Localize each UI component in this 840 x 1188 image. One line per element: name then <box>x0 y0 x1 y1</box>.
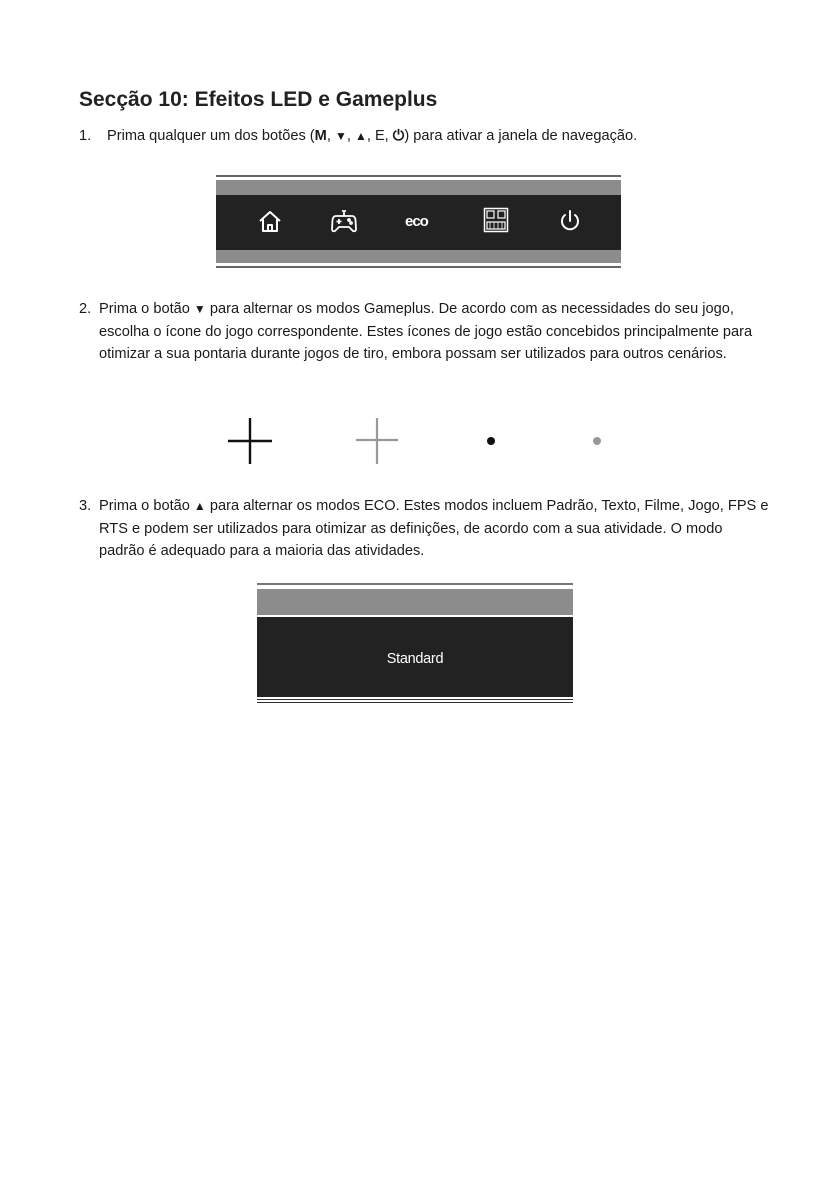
step-number: 1. <box>79 128 92 144</box>
power-icon <box>557 208 583 234</box>
eco-mode-figure <box>257 583 573 705</box>
divider <box>216 266 621 268</box>
power-icon: ⏻ <box>392 128 405 144</box>
eco-header-band <box>257 589 573 615</box>
dot-black-icon <box>486 436 496 446</box>
crosshair-large-black-icon <box>228 418 272 464</box>
key-m: M <box>314 128 327 144</box>
navigation-window-figure <box>216 175 621 269</box>
divider <box>257 583 573 585</box>
home-icon <box>257 208 283 234</box>
down-arrow-icon: ▼ <box>334 129 347 143</box>
step-text: Prima qualquer um dos botões (M, ▼, ▲, E, ⏻) para ativar a janela de navegação. <box>107 128 638 144</box>
down-arrow-icon: ▼ <box>193 302 206 316</box>
page-title: Secção 10: Efeitos LED e Gameplus <box>79 88 438 111</box>
divider <box>257 699 573 700</box>
step-3 <box>79 495 769 563</box>
step-1 <box>79 125 779 148</box>
dot-gray-icon <box>592 436 602 446</box>
gamepad-icon <box>331 208 357 234</box>
divider <box>257 702 573 703</box>
step-number: 2. <box>79 301 92 317</box>
step-number: 3. <box>79 498 92 514</box>
up-arrow-icon: ▲ <box>354 129 367 143</box>
eco-mode-label: Standard <box>386 651 444 667</box>
crosshair-large-gray-icon <box>356 418 398 464</box>
gameplus-counter-icon <box>483 207 509 233</box>
nav-header-band <box>216 180 621 195</box>
step-2 <box>79 298 769 366</box>
divider <box>216 175 621 177</box>
step-text: Prima o botão ▼ para alternar os modos Gameplus. De acordo com as necessidades do seu jogo, escolha o ícone do jogo correspondente. Estes ícones de jogo estão concebidos principalmente para otimizar a sua pontaria durante jogos de tiro, embora possam ser utilizados para outros cenários. <box>99 301 753 362</box>
eco-icon: eco <box>405 213 428 230</box>
nav-footer-band <box>216 250 621 263</box>
step-text: Prima o botão ▲ para alternar os modos ECO. Estes modos incluem Padrão, Texto, Filme, Jogo, FPS e RTS e podem ser utilizados para otimizar as definições, de acordo com a sua atividade. O modo padrão é adequado para a maioria das atividades. <box>99 498 769 559</box>
up-arrow-icon: ▲ <box>193 499 206 513</box>
